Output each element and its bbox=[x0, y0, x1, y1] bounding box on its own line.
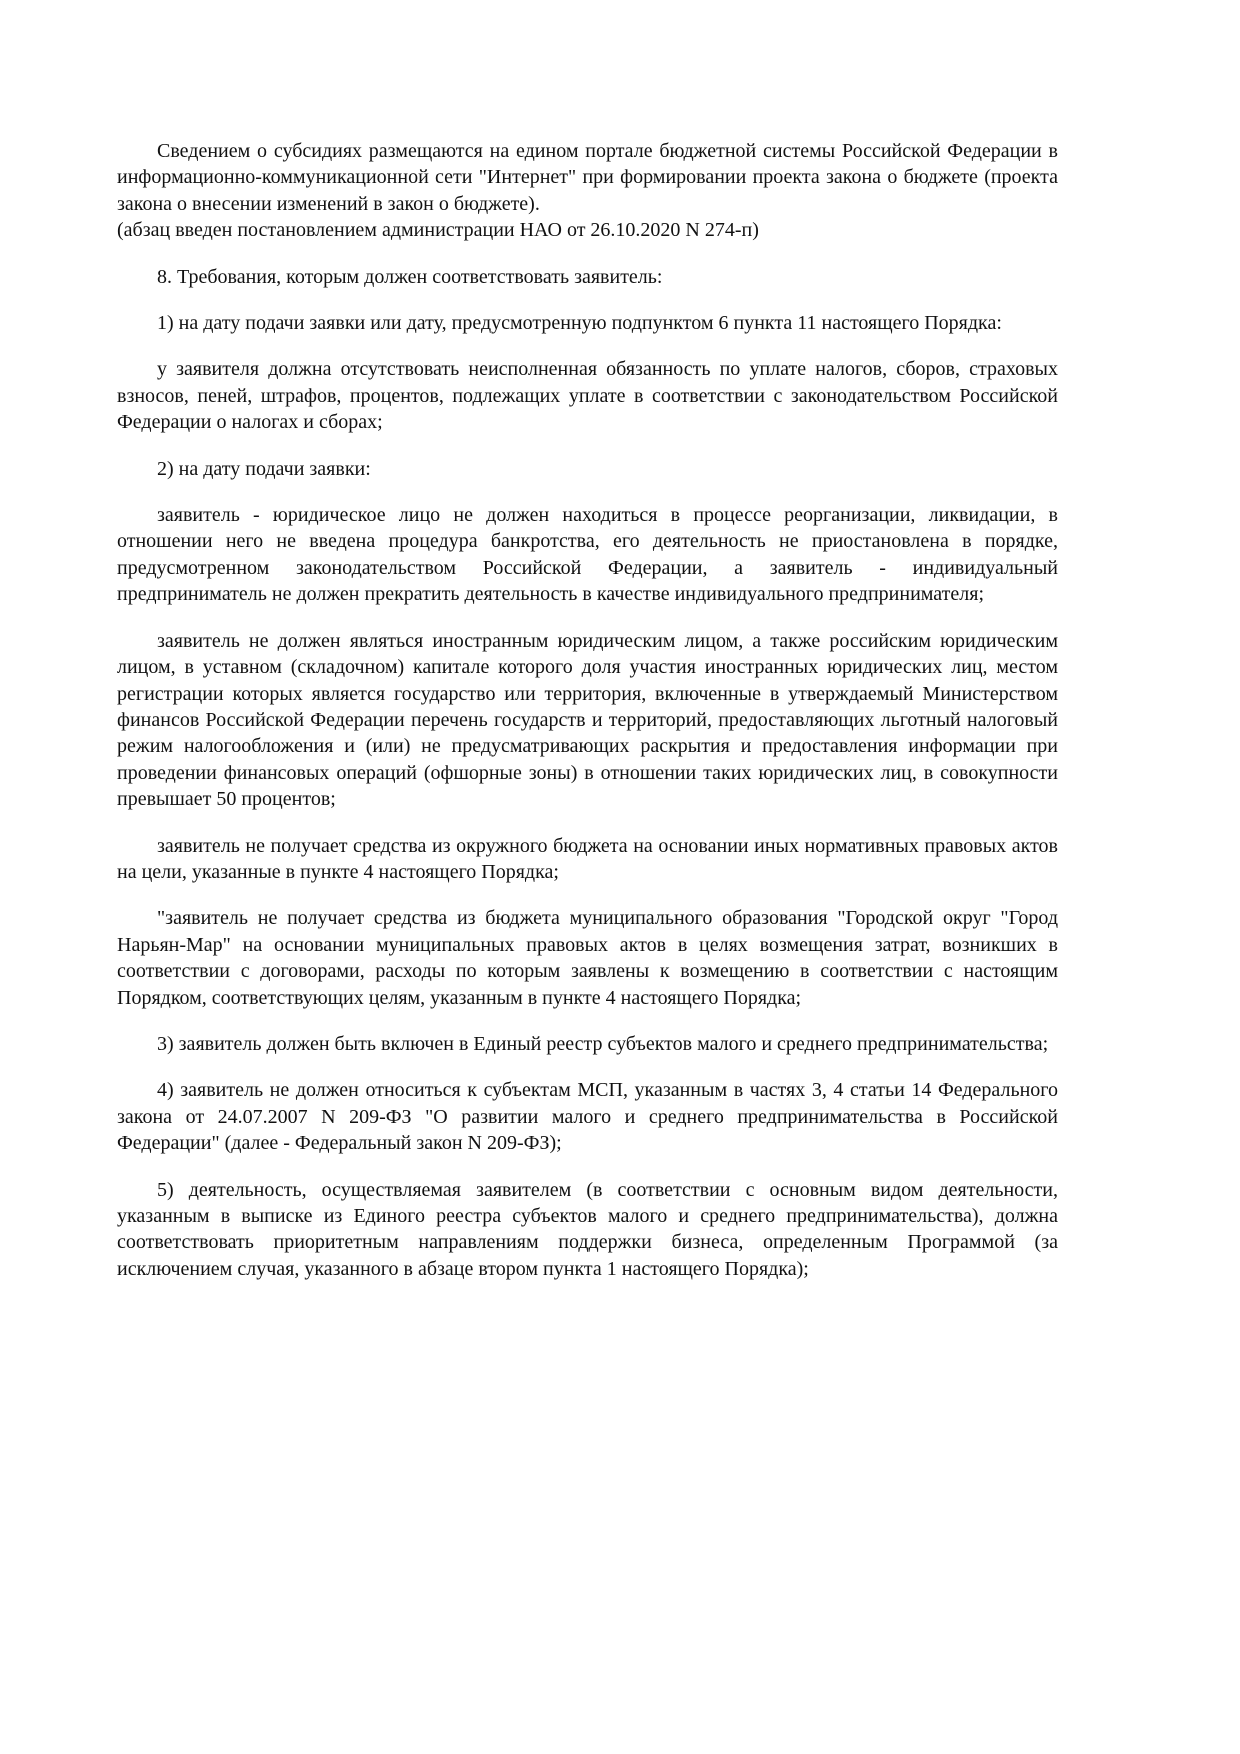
paragraph-foreign-entity: заявитель не должен являться иностранным юридическим лицом, а также российским юридическим лицом, в уставном (складочном) капитале которого доля участия иностранных юридических лиц, местом регистрации которых является государство или территория, включенные в утверждаемый Министерством финансов Российской Федерации перечень государств и территорий, предоставляющих льготный налоговый режим налогообложения и (или) не предусматривающих раскрытия и предоставления информации при проведении финансовых операций (офшорные зоны) в отношении таких юридических лиц, в совокупности превышает 50 процентов; bbox=[117, 629, 1058, 811]
document-page bbox=[117, 138, 1058, 1302]
paragraph-item-1: 1) на дату подачи заявки или дату, предусмотренную подпунктом 6 пункта 11 настоящего Порядка: bbox=[157, 312, 1002, 335]
paragraph-item-3: 3) заявитель должен быть включен в Единый реестр субъектов малого и среднего предпринимательства; bbox=[157, 1032, 1049, 1055]
paragraph-item-5: 5) деятельность, осуществляемая заявителем (в соответствии с основным видом деятельности, указанным в выписке из Единого реестра субъектов малого и среднего предпринимательства), должна соответствовать приоритетным направлениям поддержки бизнеса, определенным Программой (за исключением случая, указанного в абзаце втором пункта 1 настоящего Порядка); bbox=[117, 1178, 1058, 1280]
paragraph-tax-obligation: у заявителя должна отсутствовать неисполненная обязанность по уплате налогов, сборов, страховых взносов, пеней, штрафов, процентов, подлежащих уплате в соответствии с законодательством Российской Федерации о налогах и сборах; bbox=[117, 358, 1058, 434]
paragraph-subsidy-info: Сведением о субсидиях размещаются на едином портале бюджетной системы Российской Федерации в информационно-коммуникационной сети "Интернет" при формировании проекта закона о бюджете (проекта закона о внесении изменений в закон о бюджете). bbox=[117, 140, 1058, 215]
paragraph-reorganization: заявитель - юридическое лицо не должен находиться в процессе реорганизации, ликвидации, в отношении него не введена процедура банкротства, его деятельность не приостановлена в порядке, предусмотренном законодательством Российской Федерации, а заявитель - индивидуальный предприниматель не должен прекратить деятельность в качестве индивидуального предпринимателя; bbox=[117, 504, 1058, 606]
paragraph-municipal-budget: "заявитель не получает средства из бюджета муниципального образования "Городской округ "Город Нарьян-Мар" на основании муниципальных правовых актов в целях возмещения затрат, возникших в соответствии с договорами, расходы по которым заявлены к возмещению в соответствии с настоящим Порядком, соответствующих целям, указанным в пункте 4 настоящего Порядка; bbox=[117, 907, 1058, 1009]
paragraph-section-8-heading: 8. Требования, которым должен соответствовать заявитель: bbox=[157, 265, 663, 288]
paragraph-district-budget: заявитель не получает средства из окружного бюджета на основании иных нормативных правовых актов на цели, указанные в пункте 4 настоящего Порядка; bbox=[117, 834, 1058, 883]
paragraph-item-2: 2) на дату подачи заявки: bbox=[157, 457, 371, 480]
paragraph-amendment-note: (абзац введен постановлением администрации НАО от 26.10.2020 N 274-п) bbox=[117, 219, 759, 242]
paragraph-item-4: 4) заявитель не должен относиться к субъектам МСП, указанным в частях 3, 4 статьи 14 Федерального закона от 24.07.2007 N 209-ФЗ "О развитии малого и среднего предпринимательства в Российской Федерации" (далее - Федеральный закон N 209-ФЗ); bbox=[117, 1079, 1058, 1155]
